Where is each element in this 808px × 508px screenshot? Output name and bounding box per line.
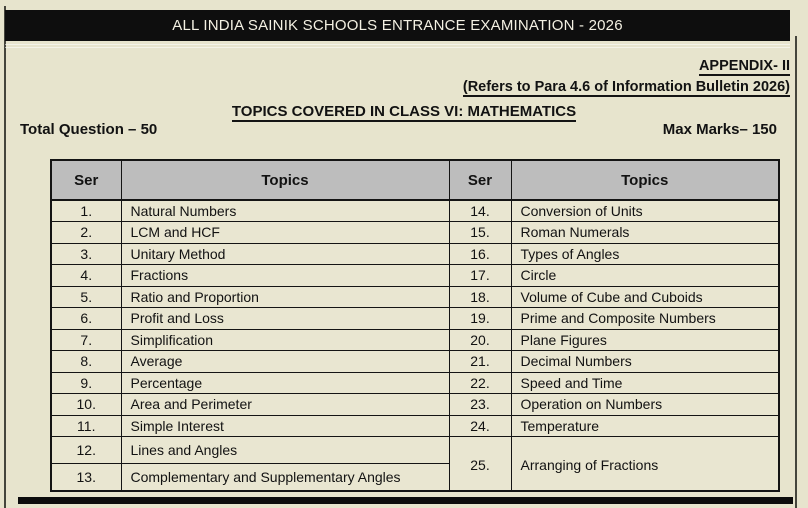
topics-table	[50, 159, 780, 492]
ser-cell: 15.	[449, 222, 511, 244]
ser-cell: 4.	[51, 265, 121, 287]
scan-artifact-line	[5, 44, 790, 45]
scan-artifact-line	[5, 47, 790, 48]
appendix-label: APPENDIX- II	[698, 58, 790, 74]
reference-note: (Refers to Para 4.6 of Information Bulletin 2026)	[462, 79, 790, 95]
table-row	[51, 351, 779, 373]
ser-cell: 12.	[51, 437, 121, 464]
topic-cell: Percentage	[121, 372, 449, 394]
topic-cell: Profit and Loss	[121, 308, 449, 330]
section-heading-wrap	[0, 103, 808, 120]
topic-cell: Speed and Time	[511, 372, 779, 394]
topic-cell: Volume of Cube and Cuboids	[511, 286, 779, 308]
table-row	[51, 265, 779, 287]
topic-cell: Arranging of Fractions	[511, 437, 779, 491]
table-row	[51, 308, 779, 330]
topic-cell: Operation on Numbers	[511, 394, 779, 416]
topic-cell: LCM and HCF	[121, 222, 449, 244]
topic-cell: Roman Numerals	[511, 222, 779, 244]
topic-cell: Circle	[511, 265, 779, 287]
ser-cell: 8.	[51, 351, 121, 373]
header-ser-right: Ser	[449, 160, 511, 200]
ser-cell: 14.	[449, 200, 511, 222]
section-heading: TOPICS COVERED IN CLASS VI: MATHEMATICS	[231, 103, 577, 120]
topic-cell: Plane Figures	[511, 329, 779, 351]
header-topics-left: Topics	[121, 160, 449, 200]
document-title: ALL INDIA SAINIK SCHOOLS ENTRANCE EXAMINATION - 2026	[172, 17, 623, 34]
table-row	[51, 222, 779, 244]
ser-cell: 1.	[51, 200, 121, 222]
topic-cell: Unitary Method	[121, 243, 449, 265]
topic-cell: Simplification	[121, 329, 449, 351]
total-question-label: Total Question – 50	[20, 121, 158, 138]
ser-cell: 20.	[449, 329, 511, 351]
topic-cell: Temperature	[511, 415, 779, 437]
topic-cell: Simple Interest	[121, 415, 449, 437]
topic-cell: Prime and Composite Numbers	[511, 308, 779, 330]
max-marks-label: Max Marks– 150	[662, 121, 777, 138]
title-bar	[5, 10, 790, 41]
table-row	[51, 394, 779, 416]
ser-cell: 18.	[449, 286, 511, 308]
ser-cell: 19.	[449, 308, 511, 330]
table-row	[51, 200, 779, 222]
ser-cell: 6.	[51, 308, 121, 330]
ser-cell: 22.	[449, 372, 511, 394]
topic-cell: Conversion of Units	[511, 200, 779, 222]
header-ser-left: Ser	[51, 160, 121, 200]
ser-cell: 7.	[51, 329, 121, 351]
topic-cell: Types of Angles	[511, 243, 779, 265]
topic-cell: Average	[121, 351, 449, 373]
table-row	[51, 415, 779, 437]
ser-cell: 25.	[449, 437, 511, 491]
ser-cell: 2.	[51, 222, 121, 244]
ser-cell: 17.	[449, 265, 511, 287]
table-row	[51, 329, 779, 351]
meta-row	[20, 121, 777, 138]
table-row	[51, 286, 779, 308]
ser-cell: 23.	[449, 394, 511, 416]
table-header-row	[51, 160, 779, 200]
page-edge-line-left	[4, 6, 6, 508]
topic-cell: Decimal Numbers	[511, 351, 779, 373]
table-row	[51, 243, 779, 265]
ser-cell: 3.	[51, 243, 121, 265]
ser-cell: 11.	[51, 415, 121, 437]
topic-cell: Complementary and Supplementary Angles	[121, 464, 449, 491]
topic-cell: Area and Perimeter	[121, 394, 449, 416]
ser-cell: 16.	[449, 243, 511, 265]
topic-cell: Ratio and Proportion	[121, 286, 449, 308]
bottom-rule	[18, 497, 793, 504]
table-row	[51, 437, 779, 464]
topic-cell: Lines and Angles	[121, 437, 449, 464]
header-topics-right: Topics	[511, 160, 779, 200]
topic-cell: Natural Numbers	[121, 200, 449, 222]
topic-cell: Fractions	[121, 265, 449, 287]
ser-cell: 9.	[51, 372, 121, 394]
appendix-block	[463, 56, 790, 98]
ser-cell: 13.	[51, 464, 121, 491]
ser-cell: 21.	[449, 351, 511, 373]
ser-cell: 24.	[449, 415, 511, 437]
table-row	[51, 372, 779, 394]
ser-cell: 5.	[51, 286, 121, 308]
ser-cell: 10.	[51, 394, 121, 416]
